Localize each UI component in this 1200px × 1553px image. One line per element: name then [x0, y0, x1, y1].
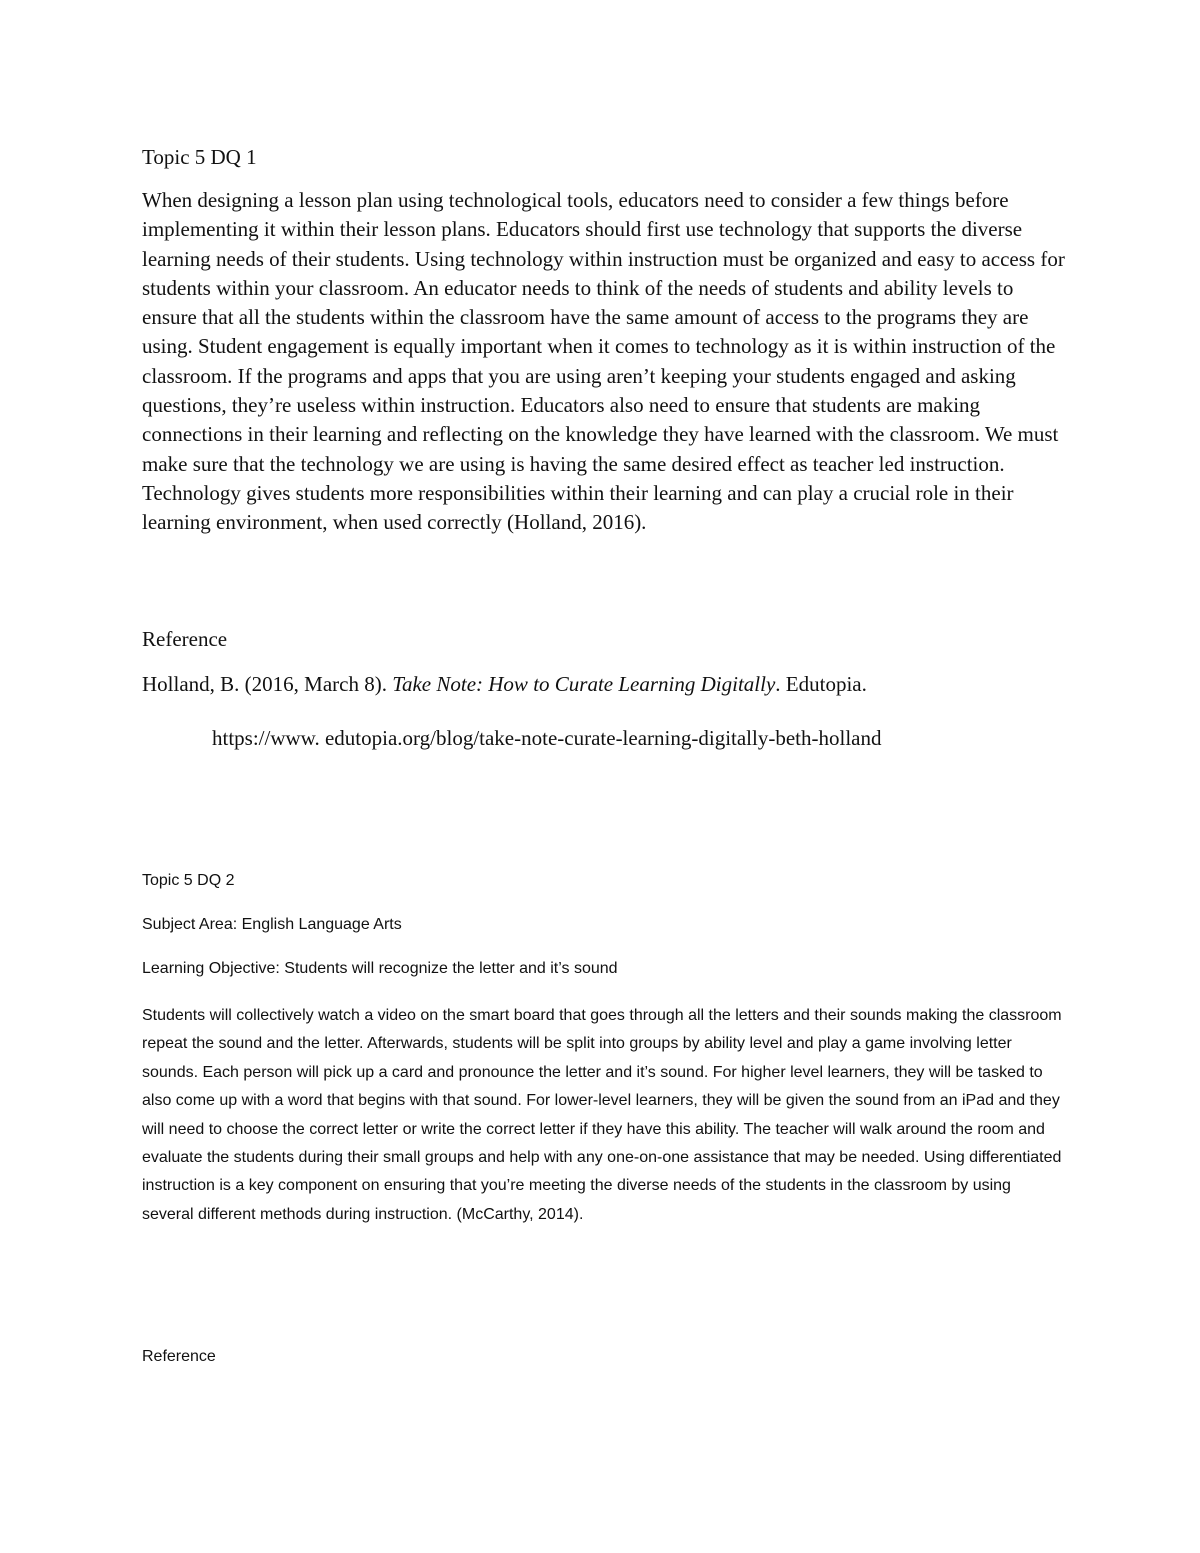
- section-2-title: Topic 5 DQ 2: [142, 872, 235, 889]
- section-1-reference-entry: [142, 672, 867, 697]
- reference-publisher: . Edutopia.: [775, 672, 867, 696]
- section-2-reference-heading: Reference: [142, 1348, 216, 1365]
- section-1-reference-heading: Reference: [142, 627, 228, 651]
- reference-title: Take Note: How to Curate Learning Digitally: [392, 672, 776, 696]
- reference-authors-date: Holland, B. (2016, March 8).: [142, 672, 393, 696]
- section-2-learning-objective: Learning Objective: Students will recognize the letter and it’s sound: [142, 960, 618, 977]
- section-1-title: Topic 5 DQ 1: [142, 145, 257, 169]
- section-2-subject-area: Subject Area: English Language Arts: [142, 916, 402, 933]
- section-1-reference-url: https://www. edutopia.org/blog/take-note-curate-learning-digitally-beth-holland: [212, 726, 882, 750]
- section-1-body: When designing a lesson plan using technological tools, educators need to consider a few things before implementing it within their lesson plans. Educators should first use technology that supports the diverse learning needs of their students. Using technology within instruction must be organized and easy to access for students within your classroom. An educator needs to think of the needs of students and ability levels to ensure that all the students within the classroom have the same amount of access to the programs they are using. Student engagement is equally important when it comes to technology as it is within instruction of the classroom. If the programs and apps that you are using aren’t keeping your students engaged and asking questions, they’re useless within instruction. Educators also need to ensure that students are making connections in their learning and reflecting on the knowledge they have learned with the classroom. We must make sure that the technology we are using is having the same desired effect as teacher led instruction. Technology gives students more responsibilities within their learning and can play a crucial role in their learning environment, when used correctly (Holland, 2016).: [142, 188, 1065, 535]
- section-2-body: Students will collectively watch a video on the smart board that goes through all the letters and their sounds making the classroom repeat the sound and the letter. Afterwards, students will be split into groups by ability level and play a game involving letter sounds. Each person will pick up a card and pronounce the letter and it’s sound. For higher level learners, they will be tasked to also come up with a word that begins with that sound. For lower-level learners, they will be given the sound from an iPad and they will need to choose the correct letter or write the correct letter if they have this ability. The teacher will walk around the room and evaluate the students during their small groups and help with any one-on-one assistance that may be needed. Using differentiated instruction is a key component on ensuring that you’re meeting the diverse needs of the students in the classroom by using several different methods during instruction. (McCarthy, 2014).: [142, 1007, 1062, 1223]
